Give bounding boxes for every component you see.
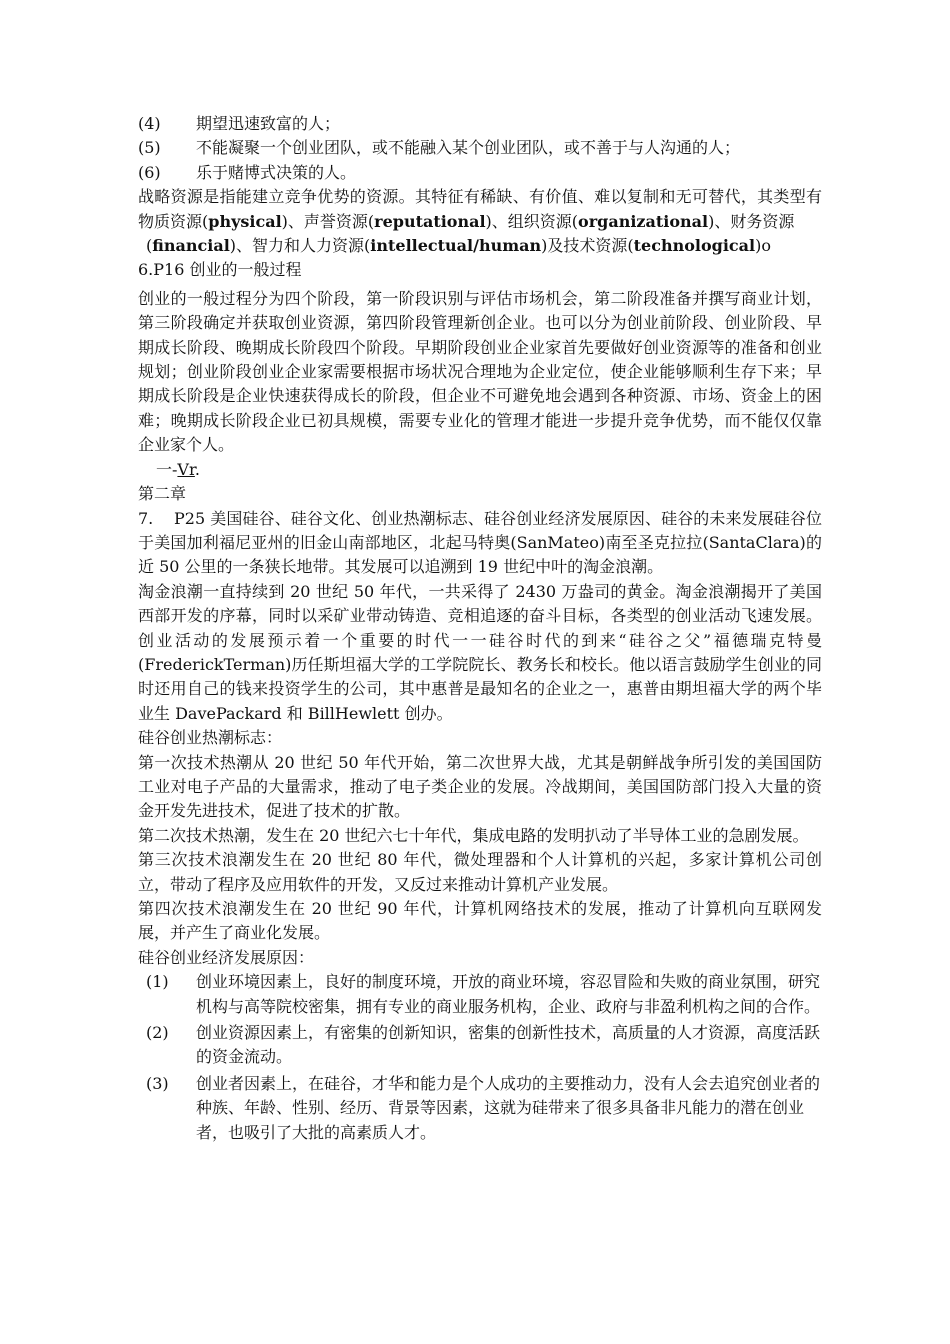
boom-paragraph-2: 第二次技术热潮，发生在 20 世纪六七十年代，集成电路的发明扒动了半导体工业的急剧发展。 xyxy=(138,825,809,845)
section-6-body: 创业的一般过程分为四个阶段，第一阶段识别与评估市场机会，第二阶段准备并撰写商业计划，第三阶段确定并获取创业资源，第四阶段管理新创企业。也可以分为创业前阶段、创业阶段、早期成长阶段、晚期成长阶段四个阶段。早期阶段创业企业家首先要做好创业资源等的准备和创业规划；创业阶段创业企业家需要根据市场状况合理地为企业定位，使企业能够顺利生存下来；早期成长阶段是企业快速获得成长的阶段，但企业不可避免地会遇到各种资源、市场、资金上的困难；晚期成长阶段企业已初具规模，需要专业化的管理才能进一步提升竞争优势，而不能仅仅靠企业家个人。 xyxy=(138,288,822,455)
list-number: (4) xyxy=(138,114,161,133)
boom-heading: 硅谷创业热潮标志： xyxy=(138,728,283,748)
reason-item xyxy=(146,1072,822,1145)
list-item xyxy=(138,136,822,160)
boom-paragraph-4: 第四次技术浪潮发生在 20 世纪 90 年代，计算机网络技术的发展，推动了计算机向互联网发展，并产生了商业化发展。 xyxy=(138,899,822,943)
stray-prefix: 一- xyxy=(156,459,178,479)
stray-mark xyxy=(138,458,822,482)
text-run: )o xyxy=(755,236,771,256)
list-number: (6) xyxy=(138,162,161,182)
reason-number: (3) xyxy=(146,1073,169,1093)
text-run: ( xyxy=(146,236,153,256)
term-physical: physical xyxy=(208,211,282,231)
strategic-resources-paragraph xyxy=(138,185,822,258)
boom-paragraph-3: 第三次技术浪潮发生在 20 世纪 80 年代，微处理器和个人计算机的兴起，多家计算机公司创立，带动了程序及应用软件的开发，又反过来推动计算机产业发展。 xyxy=(138,850,822,894)
list-number: (5) xyxy=(138,138,161,158)
term-technological: technological xyxy=(633,236,756,256)
text-run: )、声誉资源( xyxy=(281,211,375,231)
stray-suffix: . xyxy=(194,459,200,479)
term-reputational: reputational xyxy=(374,211,486,231)
reason-text: 创业者因素上，在硅谷，才华和能力是个人成功的主要推动力，没有人会去追究创业者的种族、年龄、性别、经历、背景等因素，这就为硅带来了很多具备非凡能力的潜在创业者，也吸引了大批的高素质人才。 xyxy=(196,1073,821,1142)
section-6-title: 6.P16 创业的一般过程 xyxy=(138,260,302,280)
term-intellectual: intellectual/human xyxy=(370,236,542,256)
text-run: )、组织资源( xyxy=(485,211,579,231)
list-item xyxy=(138,161,822,185)
list-text: 不能凝聚一个创业团队，或不能融入某个创业团队，或不善于与人沟通的人； xyxy=(196,138,741,158)
list-text: 乐于赌博式决策的人。 xyxy=(196,162,357,182)
list-text: 期望迅速致富的人； xyxy=(196,114,341,133)
text-run: )、财务资源 xyxy=(708,211,795,231)
item-7-number: 7. xyxy=(138,508,154,528)
boom-paragraph-1: 第一次技术热潮从 20 世纪 50 年代开始，第二次世界大战，尤其是朝鲜战争所引发的美国国防工业对电子产品的大量需求，推动了电子类企业的发展。冷战期间，美国国防部门投入大量的资金开发先进技术，促进了技术的扩散。 xyxy=(138,752,822,821)
chapter-heading: 第二章 xyxy=(138,484,187,504)
reason-item xyxy=(146,1021,822,1070)
reason-text: 创业环境因素上，良好的制度环境，开放的商业环境，容忍冒险和失败的商业氛围，研究机构与高等院校密集，拥有专业的商业服务机构，企业、政府与非盈利机构之间的合作。 xyxy=(196,972,821,1016)
text-run: )及技术资源( xyxy=(541,236,634,256)
item-7-text: P25 美国硅谷、硅谷文化、创业热潮标志、硅谷创业经济发展原因、硅谷的未来发展硅谷位于美国加利福尼亚州的旧金山南部地区，北起马特奥(SanMateo)南至圣克拉拉(SantaClara)的近 50 公里的一条狭长地带。其发展可以追溯到 19 世纪中叶的淘金浪潮。 xyxy=(138,508,822,577)
reason-text: 创业资源因素上，有密集的创新知识，密集的创新性技术，高质量的人才资源，高度活跃的资金流动。 xyxy=(196,1023,821,1067)
text-run: )、智力和人力资源( xyxy=(229,236,371,256)
item-7-paragraph xyxy=(138,507,822,580)
term-financial: financial xyxy=(152,236,230,256)
gold-rush-paragraph: 淘金浪潮一直持续到 20 世纪 50 年代，一共采得了 2430 万盎司的黄金。淘金浪潮揭开了美国西部开发的序幕，同时以采矿业带动铸造、竞相追逐的奋斗目标，各类型的创业活动飞速发展。创业活动的发展预示着一个重要的时代一一硅谷时代的到来“硅谷之父”福德瑞克特曼(FrederickTerman)历任斯坦福大学的工学院院长、教务长和校长。他以语言鼓励学生创业的同时还用自己的钱来投资学生的公司，其中惠普是最知名的企业之一，惠普由期坦福大学的两个毕业生 DavePackard 和 BillHewlett 创办。 xyxy=(138,581,822,723)
reasons-heading: 硅谷创业经济发展原因： xyxy=(138,947,315,967)
reason-item xyxy=(146,970,822,1019)
reason-number: (1) xyxy=(146,972,169,992)
list-item xyxy=(138,112,822,136)
reason-number: (2) xyxy=(146,1023,169,1043)
term-organizational: organizational xyxy=(578,211,709,231)
text-run: 战略资源是指能建立竞争优势的资源。其特征有稀缺、有价值、难以复制和无可替代，其类型有物质资源( xyxy=(138,187,822,231)
stray-underlined: Vr xyxy=(177,459,195,479)
document-body xyxy=(138,112,822,1145)
